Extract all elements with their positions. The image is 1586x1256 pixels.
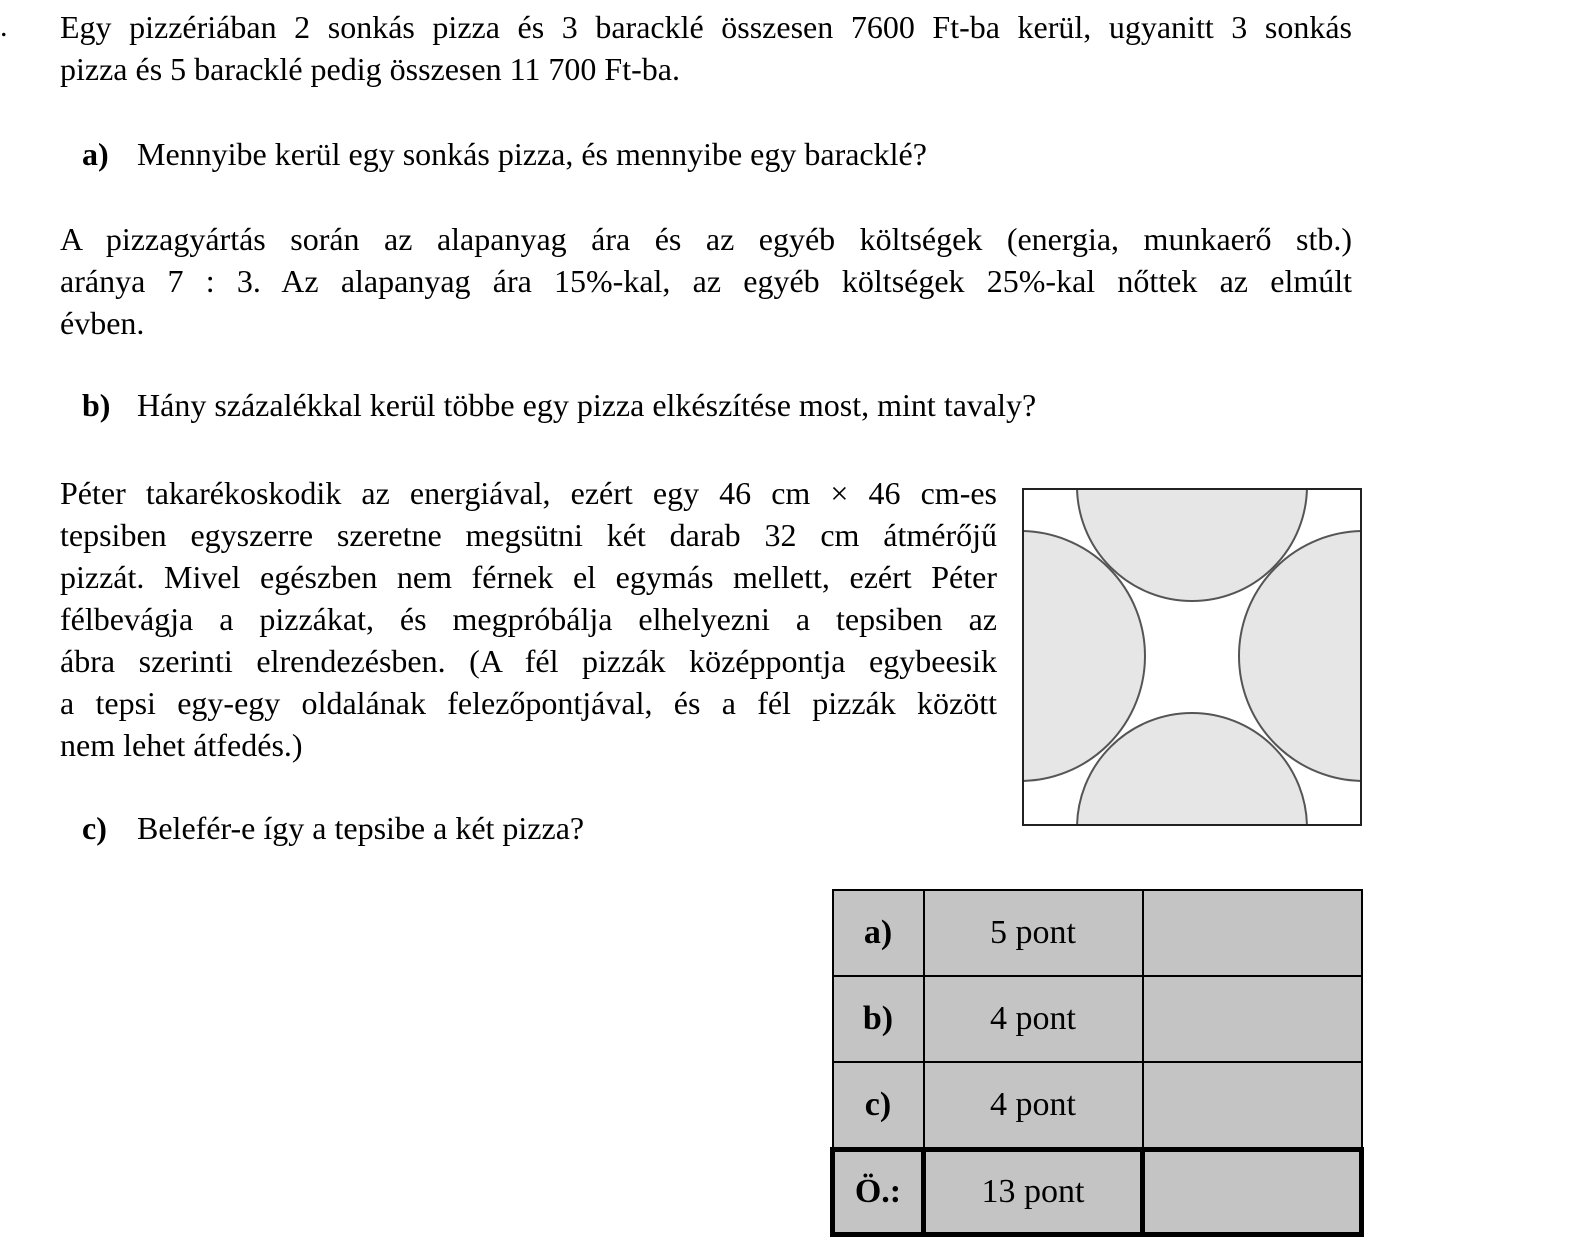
paragraph-line: a tepsi egy-egy oldalának felezőpontjával, és a fél pizzák között: [60, 685, 997, 721]
question-label: a): [82, 136, 109, 172]
paragraph-line: pizzát. Mivel egészben nem férnek el egymás mellett, ezért Péter: [60, 559, 997, 595]
score-entry-cell[interactable]: [1143, 976, 1362, 1062]
paragraph-line: évben.: [60, 305, 145, 341]
points-cell: 4 pont: [924, 1062, 1143, 1150]
paragraph-line: nem lehet átfedés.): [60, 727, 303, 763]
score-row: [833, 976, 1362, 1062]
paragraph-line: tepsiben egyszerre szeretne megsütni két darab 32 cm átmérőjű: [60, 517, 997, 553]
score-row: [833, 890, 1362, 976]
part-cell: c): [833, 1062, 924, 1150]
question-text: Hány százalékkal kerül többe egy pizza elkészítése most, mint tavaly?: [137, 387, 1037, 423]
paragraph-line: félbevágja a pizzákat, és megpróbálja elhelyezni a tepsiben az: [60, 601, 997, 637]
question-a: [82, 133, 927, 175]
score-row: [833, 1062, 1362, 1150]
question-c: [82, 807, 584, 849]
question-text: Belefér-e így a tepsibe a két pizza?: [137, 810, 585, 846]
paragraph-line: aránya 7 : 3. Az alapanyag ára 15%-kal, az egyéb költségek 25%-kal nőttek az elmúlt: [60, 263, 1352, 299]
total-points-cell: 13 pont: [924, 1150, 1143, 1235]
paragraph-line: pizza és 5 baracklé pedig összesen 11 700 Ft-ba.: [60, 51, 680, 87]
points-cell: 4 pont: [924, 976, 1143, 1062]
problem-intro-paragraph: [60, 6, 1352, 90]
paragraph-line: A pizzagyártás során az alapanyag ára és az egyéb költségek (energia, munkaerő stb.): [60, 221, 1352, 257]
list-bullet: .: [0, 10, 8, 43]
score-entry-cell[interactable]: [1143, 1062, 1362, 1150]
score-total-row: [833, 1150, 1362, 1235]
question-label: c): [82, 810, 107, 846]
pizza-tray-figure: [1020, 486, 1366, 830]
score-entry-cell[interactable]: [1143, 890, 1362, 976]
question-b: [82, 384, 1036, 426]
paragraph-line: Egy pizzériában 2 sonkás pizza és 3 baracklé összesen 7600 Ft-ba kerül, ugyanitt 3 sonkás: [60, 9, 1352, 45]
question-label: b): [82, 387, 111, 423]
score-table: [830, 889, 1364, 1237]
part-cell: a): [833, 890, 924, 976]
tray-paragraph: [60, 472, 997, 766]
total-label-cell: Ö.:: [833, 1150, 924, 1235]
paragraph-line: Péter takarékoskodik az energiával, ezért egy 46 cm × 46 cm-es: [60, 475, 997, 511]
cost-paragraph: [60, 218, 1352, 344]
question-text: Mennyibe kerül egy sonkás pizza, és mennyibe egy baracklé?: [137, 136, 927, 172]
total-score-entry-cell[interactable]: [1143, 1150, 1362, 1235]
part-cell: b): [833, 976, 924, 1062]
paragraph-line: ábra szerinti elrendezésben. (A fél pizzák középpontja egybeesik: [60, 643, 997, 679]
points-cell: 5 pont: [924, 890, 1143, 976]
